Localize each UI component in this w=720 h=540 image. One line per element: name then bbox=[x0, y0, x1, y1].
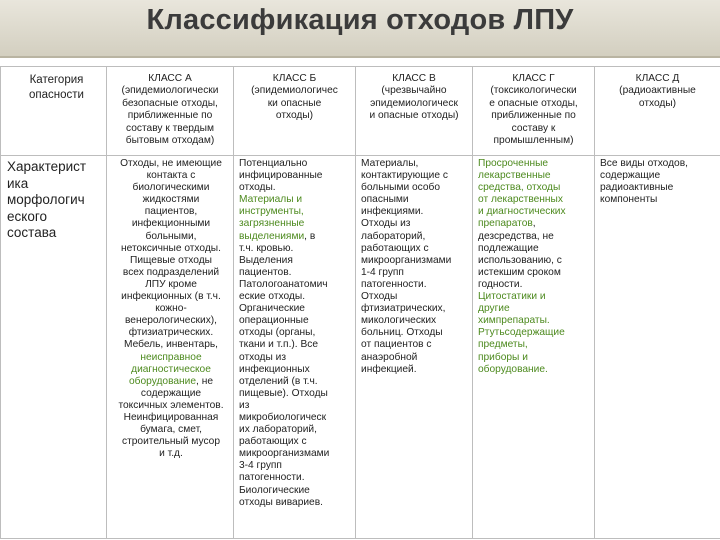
text-line bbox=[239, 472, 352, 484]
text-fragment: анаэробной bbox=[361, 351, 418, 363]
text-line bbox=[112, 315, 230, 327]
text-line bbox=[239, 303, 352, 315]
text-fragment: годности. bbox=[478, 278, 523, 290]
text-line bbox=[112, 448, 230, 460]
row-label bbox=[1, 156, 106, 242]
cell-text bbox=[107, 156, 233, 538]
text-line: составу к твердым bbox=[126, 122, 214, 134]
text-fragment: 3-4 групп bbox=[239, 460, 282, 472]
text-line bbox=[478, 243, 591, 255]
text-line: приближенные по bbox=[127, 110, 213, 122]
text-line bbox=[239, 388, 352, 400]
text-fragment: всех подразделений bbox=[122, 266, 220, 278]
text-fragment: Все виды отходов, bbox=[600, 158, 688, 169]
text-fragment: жидкостями bbox=[142, 194, 200, 206]
text-fragment: Органические bbox=[239, 303, 305, 315]
highlighted-text: диагностическое bbox=[131, 363, 211, 375]
text-line bbox=[361, 267, 469, 279]
text-line bbox=[239, 255, 352, 267]
highlighted-text: лекарственные bbox=[478, 170, 551, 182]
text-fragment: от пациентов с bbox=[361, 339, 432, 351]
text-line bbox=[361, 291, 469, 303]
text-line bbox=[112, 279, 230, 291]
text-line bbox=[478, 182, 591, 194]
category-header bbox=[1, 67, 106, 103]
highlighted-text: химпрепараты. bbox=[478, 315, 550, 327]
text-fragment: содержащие bbox=[140, 387, 202, 399]
text-fragment: инфекцией. bbox=[361, 363, 417, 375]
text-fragment: отходы. bbox=[239, 182, 276, 194]
text-fragment: Патологоанатомич bbox=[239, 278, 328, 290]
text-fragment: использованию, с bbox=[478, 254, 562, 266]
text-line: КЛАСС А bbox=[148, 73, 192, 84]
text-line: опасности bbox=[29, 89, 84, 101]
text-line bbox=[239, 400, 352, 412]
text-line bbox=[478, 255, 591, 267]
highlighted-text: оборудование bbox=[129, 375, 197, 387]
text-fragment: , в bbox=[304, 230, 316, 242]
text-line bbox=[239, 448, 352, 460]
text-line bbox=[239, 497, 352, 509]
text-fragment: венерологических), bbox=[124, 315, 218, 327]
text-line bbox=[361, 327, 469, 339]
text-fragment: отходы (органы, bbox=[239, 327, 316, 339]
text-line bbox=[239, 158, 352, 170]
text-line bbox=[239, 243, 352, 255]
text-line bbox=[112, 194, 230, 206]
text-fragment: Неинфицированная bbox=[123, 411, 219, 423]
text-line: (эпидемиологичес bbox=[251, 85, 338, 97]
text-line bbox=[478, 352, 591, 364]
text-line bbox=[478, 291, 591, 303]
text-fragment: дезсредства, не bbox=[478, 230, 554, 242]
class-a-description bbox=[107, 156, 234, 539]
text-line bbox=[239, 218, 352, 230]
highlighted-text: препаратов bbox=[478, 218, 533, 230]
highlighted-text: другие bbox=[478, 303, 510, 315]
highlighted-text: и диагностических bbox=[478, 206, 566, 218]
row-label-cell bbox=[1, 156, 107, 539]
highlighted-text: Материалы и bbox=[239, 194, 303, 206]
text-line bbox=[361, 255, 469, 267]
text-fragment: Пищевые отходы bbox=[130, 254, 212, 266]
cell-text bbox=[234, 156, 355, 538]
text-line: (чрезвычайно bbox=[381, 85, 447, 97]
highlighted-text: Цитостатики и bbox=[478, 291, 546, 303]
text-fragment: опасными bbox=[361, 194, 409, 206]
highlighted-text: Ртутьсодержащие bbox=[478, 327, 565, 339]
text-fragment: операционные bbox=[239, 315, 309, 327]
header-class-d bbox=[595, 67, 720, 156]
text-fragment: токсичных элементов. bbox=[118, 399, 224, 411]
text-line bbox=[600, 182, 717, 194]
text-line: (эпидемиологически bbox=[121, 85, 219, 97]
text-line bbox=[478, 267, 591, 279]
text-fragment: биологическими bbox=[132, 182, 210, 194]
text-fragment: отделений (в т.ч. bbox=[239, 375, 318, 387]
highlighted-text: предметы, bbox=[478, 339, 528, 351]
text-fragment: нетоксичные отходы. bbox=[121, 242, 221, 254]
text-fragment: истекшим сроком bbox=[478, 266, 561, 278]
text-line bbox=[478, 339, 591, 351]
text-line bbox=[239, 460, 352, 472]
class-d-description bbox=[595, 156, 720, 539]
text-line: ика bbox=[7, 175, 29, 191]
text-fragment: содержащие bbox=[600, 170, 661, 182]
text-line: КЛАСС В bbox=[392, 73, 436, 84]
header-category-cell bbox=[1, 67, 107, 156]
highlighted-text: неисправное bbox=[140, 351, 202, 363]
text-line bbox=[239, 231, 352, 243]
text-fragment: пациентов. bbox=[239, 266, 292, 278]
text-line bbox=[478, 231, 591, 243]
text-line bbox=[239, 364, 352, 376]
text-fragment: микробиологическ bbox=[239, 411, 327, 423]
text-line bbox=[361, 194, 469, 206]
text-line bbox=[239, 170, 352, 182]
text-line bbox=[112, 303, 230, 315]
text-fragment: фтизиатрических. bbox=[128, 327, 214, 339]
page-title: Классификация отходов ЛПУ bbox=[146, 4, 574, 36]
text-fragment: лабораторий, bbox=[361, 230, 426, 242]
text-fragment: отходы из bbox=[239, 351, 286, 363]
text-line: КЛАСС Г bbox=[512, 73, 555, 84]
text-line: (радиоактивные bbox=[619, 85, 696, 97]
text-line: безопасные отходы, bbox=[122, 97, 218, 109]
highlighted-text: оборудование. bbox=[478, 363, 548, 375]
title-bar bbox=[0, 0, 720, 58]
text-line bbox=[112, 255, 230, 267]
text-line bbox=[239, 194, 352, 206]
text-line bbox=[361, 206, 469, 218]
text-line bbox=[112, 364, 230, 376]
text-fragment: Отходы bbox=[361, 291, 398, 303]
text-line bbox=[361, 315, 469, 327]
text-fragment: работающих с bbox=[361, 242, 429, 254]
text-line bbox=[478, 315, 591, 327]
text-fragment: из bbox=[239, 399, 250, 411]
text-fragment: инфекционными bbox=[131, 218, 211, 230]
text-fragment: отходы вивариев. bbox=[239, 496, 323, 508]
text-fragment: т.ч. кровью. bbox=[239, 242, 294, 254]
class-b-description bbox=[234, 156, 356, 539]
text-line bbox=[478, 158, 591, 170]
text-line: еского bbox=[7, 208, 47, 224]
text-fragment: пациентов, bbox=[144, 206, 198, 218]
text-line: и опасные отходы) bbox=[369, 110, 459, 122]
header-row bbox=[1, 67, 720, 156]
text-fragment: Отходы из bbox=[361, 218, 411, 230]
text-line bbox=[239, 412, 352, 424]
text-line: Категория bbox=[29, 74, 84, 86]
text-line bbox=[600, 194, 717, 206]
text-line bbox=[112, 376, 230, 388]
text-line: состава bbox=[7, 225, 57, 240]
text-fragment: Мебель, инвентарь, bbox=[123, 339, 219, 351]
text-line bbox=[112, 436, 230, 448]
text-fragment: кожно- bbox=[155, 303, 187, 315]
text-line: ки опасные bbox=[267, 97, 322, 109]
text-line bbox=[239, 206, 352, 218]
highlighted-text: выделениями bbox=[239, 230, 305, 242]
text-fragment: ЛПУ кроме bbox=[145, 278, 197, 290]
text-line bbox=[600, 170, 717, 182]
text-line bbox=[361, 243, 469, 255]
text-line bbox=[112, 206, 230, 218]
text-fragment: , не bbox=[196, 375, 213, 387]
text-line bbox=[478, 364, 591, 376]
text-line: Характерист bbox=[7, 159, 87, 174]
class-a-header bbox=[107, 67, 233, 147]
text-line: составу к bbox=[511, 122, 556, 134]
text-fragment: микроорганизмами bbox=[361, 254, 452, 266]
text-line bbox=[361, 279, 469, 291]
text-fragment: Потенциально bbox=[239, 158, 308, 169]
text-line bbox=[361, 182, 469, 194]
header-class-g bbox=[473, 67, 595, 156]
text-line bbox=[239, 485, 352, 497]
text-line bbox=[239, 279, 352, 291]
text-fragment: инфекционных (в т.ч. bbox=[121, 291, 221, 303]
text-line bbox=[112, 218, 230, 230]
text-line bbox=[112, 291, 230, 303]
text-fragment: патогенности. bbox=[239, 472, 305, 484]
highlighted-text: от лекарственных bbox=[478, 194, 563, 206]
text-line bbox=[361, 303, 469, 315]
text-fragment: инфицированные bbox=[239, 170, 323, 182]
text-fragment: Материалы, bbox=[361, 158, 419, 169]
class-v-header bbox=[356, 67, 472, 123]
text-line bbox=[239, 376, 352, 388]
text-line: КЛАСС Д bbox=[635, 73, 680, 84]
text-fragment: работающих с bbox=[239, 436, 307, 448]
class-v-description bbox=[356, 156, 473, 539]
text-fragment: их лабораторий, bbox=[239, 424, 317, 436]
text-line: морфологич bbox=[7, 192, 85, 207]
text-fragment: Отходы, не имеющие bbox=[120, 158, 222, 169]
text-line bbox=[361, 158, 469, 170]
highlighted-text: загрязненные bbox=[239, 218, 305, 230]
text-fragment: инфекционных bbox=[239, 363, 310, 375]
header-class-a bbox=[107, 67, 234, 156]
text-line bbox=[361, 352, 469, 364]
text-line bbox=[239, 436, 352, 448]
text-fragment: микроорганизмами bbox=[239, 448, 330, 460]
text-line bbox=[361, 170, 469, 182]
text-fragment: еские отходы. bbox=[239, 291, 306, 303]
class-d-header bbox=[595, 67, 720, 110]
text-line bbox=[112, 327, 230, 339]
cell-text bbox=[473, 156, 594, 538]
text-fragment: строительный мусор bbox=[121, 436, 221, 448]
text-fragment: инфекциями. bbox=[361, 206, 424, 218]
highlighted-text: средства, отходы bbox=[478, 182, 561, 194]
text-line: приближенные по bbox=[491, 110, 576, 122]
text-fragment: подлежащие bbox=[478, 242, 539, 254]
class-g-description bbox=[473, 156, 595, 539]
text-line: е опасные отходы, bbox=[489, 97, 578, 109]
text-line bbox=[478, 170, 591, 182]
text-line bbox=[239, 267, 352, 279]
text-fragment: и т.д. bbox=[159, 448, 183, 460]
text-fragment: больными особо bbox=[361, 182, 441, 194]
text-line: (токсикологически bbox=[490, 85, 577, 97]
text-line bbox=[112, 231, 230, 243]
text-line bbox=[239, 327, 352, 339]
text-line bbox=[478, 194, 591, 206]
text-line bbox=[361, 364, 469, 376]
class-b-header bbox=[234, 67, 355, 123]
text-line bbox=[112, 182, 230, 194]
text-line bbox=[239, 352, 352, 364]
waste-classification-table bbox=[0, 66, 720, 539]
text-line bbox=[361, 339, 469, 351]
text-line bbox=[478, 218, 591, 230]
text-line: бытовым отходам) bbox=[125, 135, 215, 147]
text-line bbox=[239, 291, 352, 303]
text-fragment: микологических bbox=[361, 315, 437, 327]
cell-text bbox=[595, 156, 720, 538]
cell-text bbox=[356, 156, 472, 538]
text-fragment: пищевые). Отходы bbox=[239, 387, 328, 399]
text-line bbox=[112, 412, 230, 424]
text-fragment: контакта с bbox=[146, 170, 196, 182]
text-fragment: радиоактивные bbox=[600, 182, 674, 194]
text-fragment: компоненты bbox=[600, 194, 658, 206]
text-fragment: ткани и т.п.). Все bbox=[239, 339, 319, 351]
text-fragment: контактирующие с bbox=[361, 170, 448, 182]
text-fragment: патогенности. bbox=[361, 278, 427, 290]
text-line bbox=[478, 303, 591, 315]
text-fragment: больными, bbox=[145, 230, 197, 242]
text-line bbox=[112, 424, 230, 436]
text-line: отходы) bbox=[638, 97, 677, 109]
highlighted-text: инструменты, bbox=[239, 206, 304, 218]
text-line bbox=[361, 218, 469, 230]
text-fragment: Биологические bbox=[239, 484, 310, 496]
text-fragment: , bbox=[532, 218, 536, 230]
class-g-header bbox=[473, 67, 594, 147]
header-class-b bbox=[234, 67, 356, 156]
text-fragment: 1-4 групп bbox=[361, 266, 404, 278]
text-line bbox=[112, 158, 230, 170]
text-fragment: бумага, смет, bbox=[140, 424, 202, 436]
text-line bbox=[600, 158, 717, 170]
text-fragment: больниц. Отходы bbox=[361, 327, 443, 339]
text-line bbox=[239, 182, 352, 194]
text-line bbox=[239, 424, 352, 436]
table-row bbox=[1, 156, 720, 539]
text-line bbox=[112, 388, 230, 400]
text-line: отходы) bbox=[275, 110, 314, 122]
text-fragment: Выделения bbox=[239, 254, 293, 266]
highlighted-text: Просроченные bbox=[478, 158, 549, 169]
text-line bbox=[478, 206, 591, 218]
header-class-v bbox=[356, 67, 473, 156]
text-line bbox=[112, 339, 230, 351]
text-line bbox=[239, 339, 352, 351]
text-line: КЛАСС Б bbox=[272, 73, 317, 84]
text-line bbox=[112, 170, 230, 182]
highlighted-text: приборы и bbox=[478, 351, 528, 363]
text-line bbox=[112, 267, 230, 279]
text-line bbox=[478, 279, 591, 291]
text-fragment: фтизиатрических, bbox=[361, 303, 446, 315]
text-line: эпидемиологическ bbox=[370, 97, 458, 109]
text-line: промышленным) bbox=[493, 135, 574, 147]
text-line bbox=[478, 327, 591, 339]
text-line bbox=[239, 315, 352, 327]
text-line bbox=[361, 231, 469, 243]
text-line bbox=[112, 243, 230, 255]
text-line bbox=[112, 400, 230, 412]
text-line bbox=[112, 352, 230, 364]
